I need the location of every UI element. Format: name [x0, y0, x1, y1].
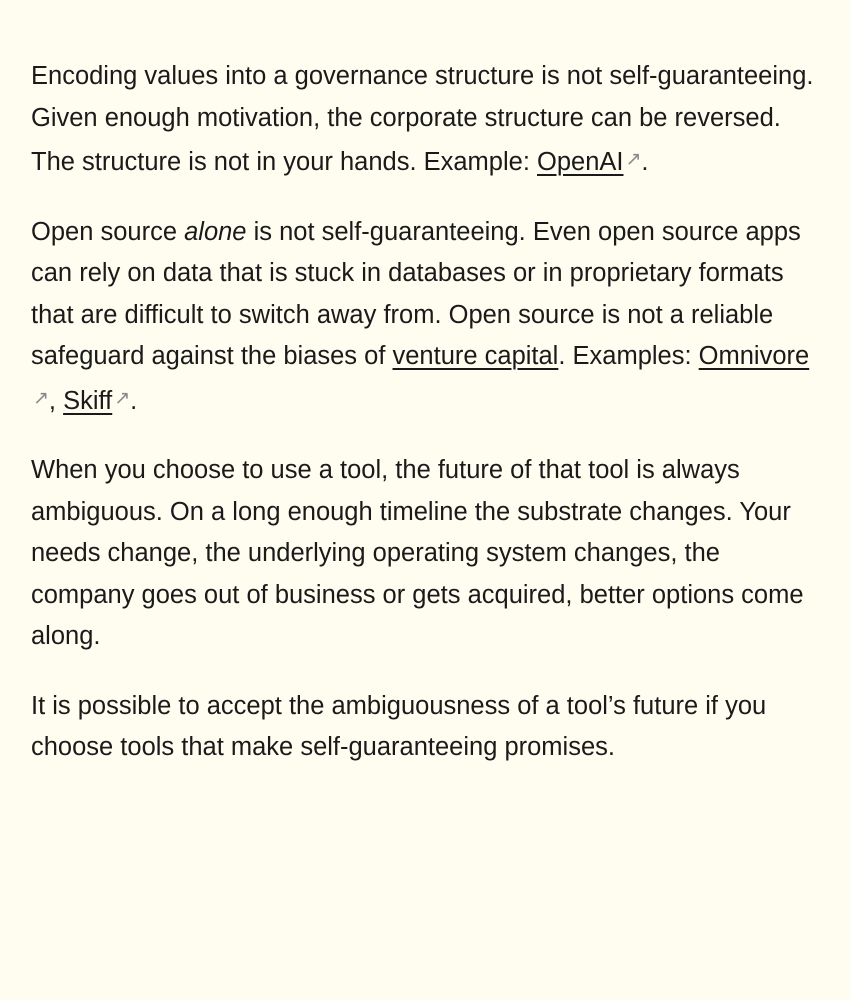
- external-link-icon: ↗: [33, 387, 49, 409]
- paragraph-text: .: [130, 386, 138, 415]
- paragraph-text: ,: [48, 386, 64, 415]
- paragraph-text: Encoding values into a governance structure is not self-guaranteeing. Given enough motivation, the corporate structure can be reversed. The structure is not in your hands. Example:: [31, 62, 814, 176]
- link-openai[interactable]: OpenAI: [537, 148, 624, 176]
- paragraph-governance: [31, 56, 826, 184]
- paragraph-text: . Examples:: [558, 342, 699, 370]
- paragraph-text: is not self-guaranteeing. Even open source apps can rely on data that is stuck in databases or in proprietary formats that are difficult to switch away from. Open source is not a reliable safeguard against the biases of: [31, 217, 801, 370]
- link-venture-capital[interactable]: venture capital: [392, 342, 559, 370]
- paragraph-tool-future: When you choose to use a tool, the future of that tool is always ambiguous. On a long enough timeline the substrate changes. Your needs change, the underlying operating system changes, the company goes out of business or gets acquired, better options come along.: [31, 456, 804, 650]
- link-omnivore[interactable]: Omnivore: [698, 342, 810, 370]
- emphasis-text: alone: [184, 217, 247, 246]
- external-link-icon: ↗: [114, 387, 131, 409]
- paragraph-text: .: [641, 148, 649, 176]
- external-link-icon: ↗: [625, 149, 642, 170]
- link-skiff[interactable]: Skiff: [63, 386, 113, 415]
- paragraph-self-guaranteeing: It is possible to accept the ambiguousness of a tool’s future if you choose tools that make self-guaranteeing promises.: [31, 691, 767, 761]
- paragraph-open-source: [31, 212, 826, 423]
- paragraph-text: Open source: [31, 217, 185, 246]
